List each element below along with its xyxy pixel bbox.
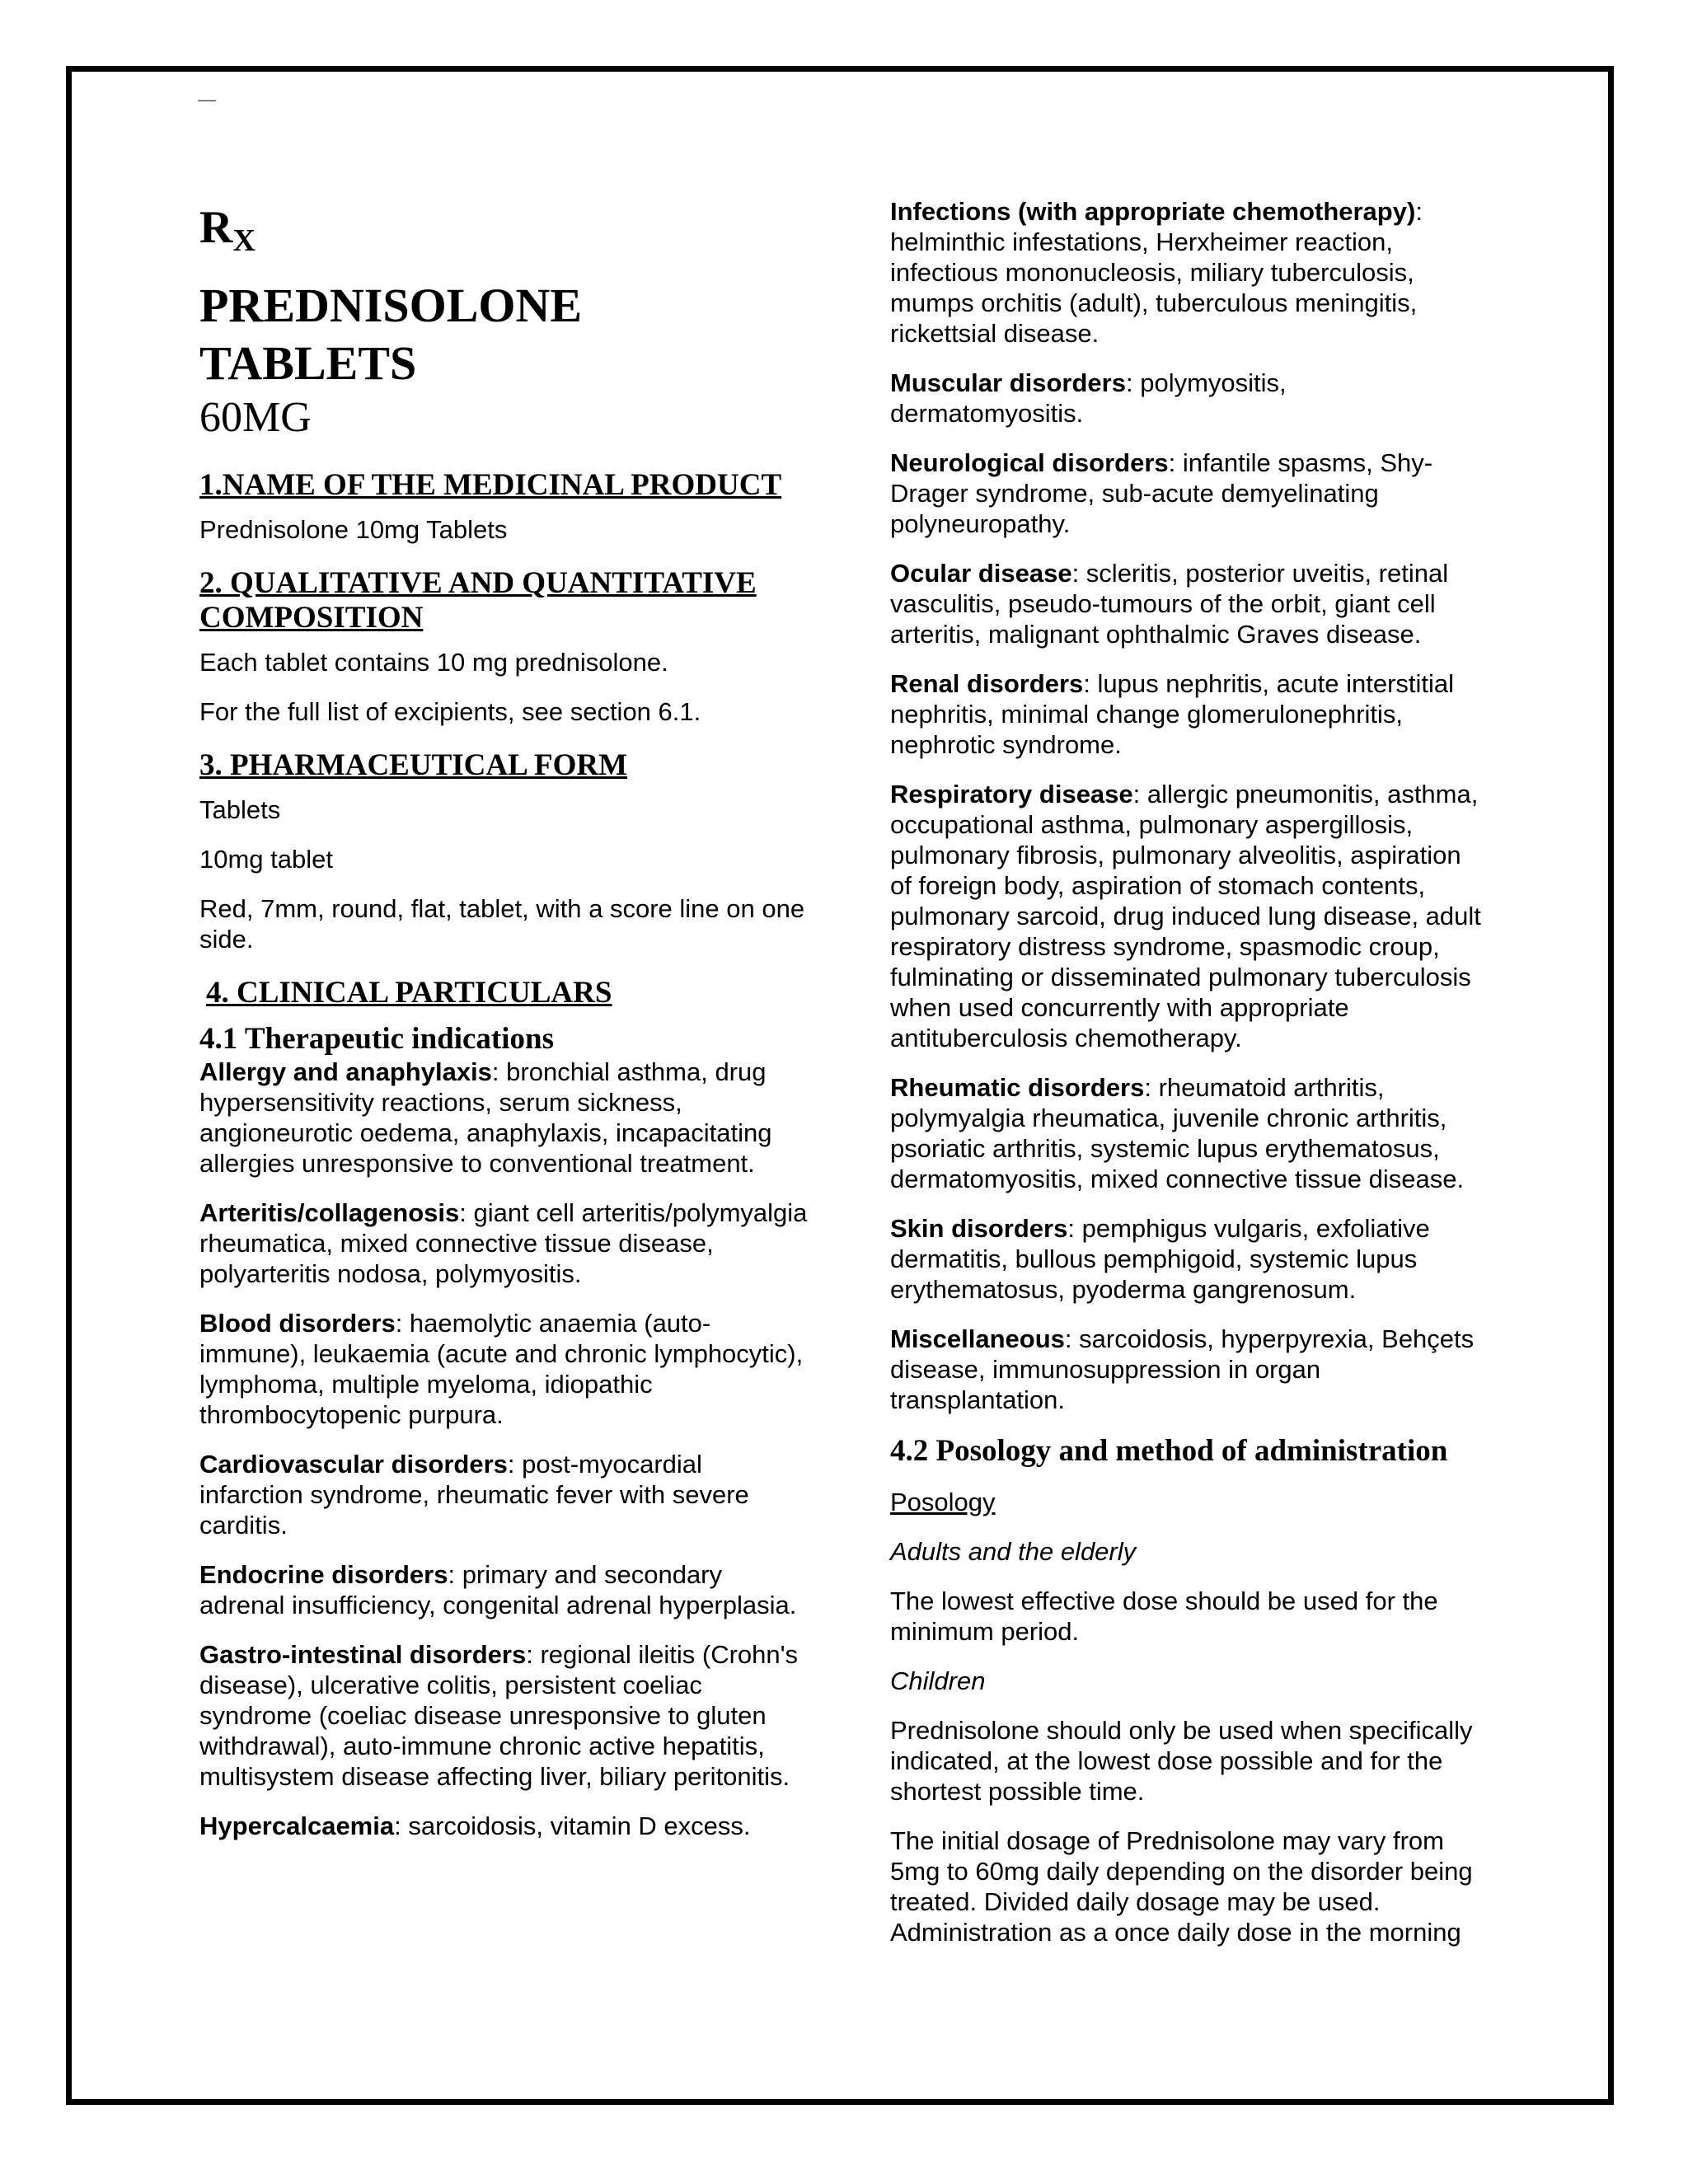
adults-subheading: Adults and the elderly (890, 1537, 1137, 1566)
product-strength: 60MG (199, 394, 312, 441)
section-1-heading: 1.NAME OF THE MEDICINAL PRODUCT (199, 468, 782, 502)
indication-item: Blood disorders: haemolytic anaemia (auto-immune), leukaemia (acute and chronic lymphocytic), lymphoma, multiple myeloma, idiopathic thrombocytopenic purpura. (199, 1309, 804, 1429)
indication-item: Arteritis/collagenosis: giant cell arteritis/polymyalgia rheumatica, mixed connective tissue disease, polyarteritis nodosa, polymyositis. (199, 1198, 808, 1288)
posology-subheading: Posology (890, 1488, 996, 1516)
section-4-1-heading: 4.1 Therapeutic indications (199, 1022, 554, 1056)
indication-item: Renal disorders: lupus nephritis, acute interstitial nephritis, minimal change glomerulonephritis, nephrotic syndrome. (890, 669, 1455, 759)
indication-item: Allergy and anaphylaxis: bronchial asthma, drug hypersensitivity reactions, serum sickness, angioneurotic oedema, anaphylaxis, incapacitating allergies unresponsive to conventional treatment. (199, 1057, 772, 1178)
indication-item: Skin disorders: pemphigus vulgaris, exfoliative dermatitis, bullous pemphigoid, systemic lupus erythematosus, pyoderma gangrenosum. (890, 1214, 1430, 1304)
rx-symbol: $R_X$ (199, 202, 256, 258)
children-text: Prednisolone should only be used when specifically indicated, at the lowest dose possible and for the shortest possible time. (890, 1716, 1473, 1806)
indication-item: Endocrine disorders: primary and secondary adrenal insufficiency, congenital adrenal hyperplasia. (199, 1560, 797, 1619)
indication-item: Ocular disease: scleritis, posterior uveitis, retinal vasculitis, pseudo-tumours of the orbit, giant cell arteritis, malignant ophthalmic Graves disease. (890, 559, 1449, 649)
indication-item: Hypercalcaemia: sarcoidosis, vitamin D excess. (199, 1811, 751, 1840)
section-3-text-2: 10mg tablet (199, 845, 333, 874)
initial-dosage-text: The initial dosage of Prednisolone may vary from 5mg to 60mg daily depending on the disorder being treated. Divided daily dosage may be used. Administration as a once daily dose in the morning (890, 1826, 1473, 1947)
indication-item: Infections (with appropriate chemotherapy): helminthic infestations, Herxheimer reaction, infectious mononucleosis, miliary tuberculosis, mumps orchitis (adult), tuberculous meningitis, rickettsial disease. (890, 197, 1423, 348)
indication-item: Gastro-intestinal disorders: regional ileitis (Crohn's disease), ulcerative colitis, persistent coeliac syndrome (coeliac disease unresponsive to gluten withdrawal), auto-immune chronic active hepatitis, multisystem disease affecting liver, biliary peritonitis. (199, 1640, 799, 1791)
adults-text: The lowest effective dose should be used for the minimum period. (890, 1586, 1438, 1646)
indication-item: Neurological disorders: infantile spasms, Shy-Drager syndrome, sub-acute demyelinating polyneuropathy. (890, 448, 1433, 538)
indication-item: Rheumatic disorders: rheumatoid arthritis, polymyalgia rheumatica, juvenile chronic arthritis, psoriatic arthritis, systemic lupus erythematosus, dermatomyositis, mixed connective tissue disease. (890, 1073, 1465, 1193)
section-2-text-2: For the full list of excipients, see section 6.1. (199, 697, 701, 726)
section-3-heading: 3. PHARMACEUTICAL FORM (199, 748, 628, 782)
indication-item: Miscellaneous: sarcoidosis, hyperpyrexia, Behçets disease, immunosuppression in organ transplantation. (890, 1324, 1475, 1414)
children-subheading: Children (890, 1666, 986, 1695)
header-mark: — (198, 89, 216, 110)
right-column (890, 196, 1484, 1966)
indication-item: Respiratory disease: allergic pneumonitis, asthma, occupational asthma, pulmonary aspergillosis, pulmonary fibrosis, pulmonary alveolitis, aspiration of foreign body, aspiration of stomach contents, pulmonary sarcoid, drug induced lung disease, adult respiratory distress syndrome, spasmodic croup, fulminating or disseminated pulmonary tuberculosis when used concurrently with appropriate antituberculosis chemotherapy. (890, 780, 1481, 1052)
section-2-heading: 2. QUALITATIVE AND QUANTITATIVE COMPOSITION (199, 566, 757, 635)
section-3-text-1: Tablets (199, 795, 281, 824)
indication-item: Muscular disorders: polymyositis, dermatomyositis. (890, 368, 1287, 428)
section-1-text: Prednisolone 10mg Tablets (199, 515, 508, 544)
section-3-text-3: Red, 7mm, round, flat, tablet, with a score line on one side. (199, 894, 805, 954)
section-4-heading: 4. CLINICAL PARTICULARS (206, 976, 612, 1010)
indication-item: Cardiovascular disorders: post-myocardial infarction syndrome, rheumatic fever with severe carditis. (199, 1450, 749, 1540)
product-title: PREDNISOLONE TABLETS (199, 279, 583, 390)
section-2-text-1: Each tablet contains 10 mg prednisolone. (199, 648, 668, 677)
left-column (199, 196, 809, 1860)
section-4-2-heading: 4.2 Posology and method of administration (890, 1434, 1448, 1468)
